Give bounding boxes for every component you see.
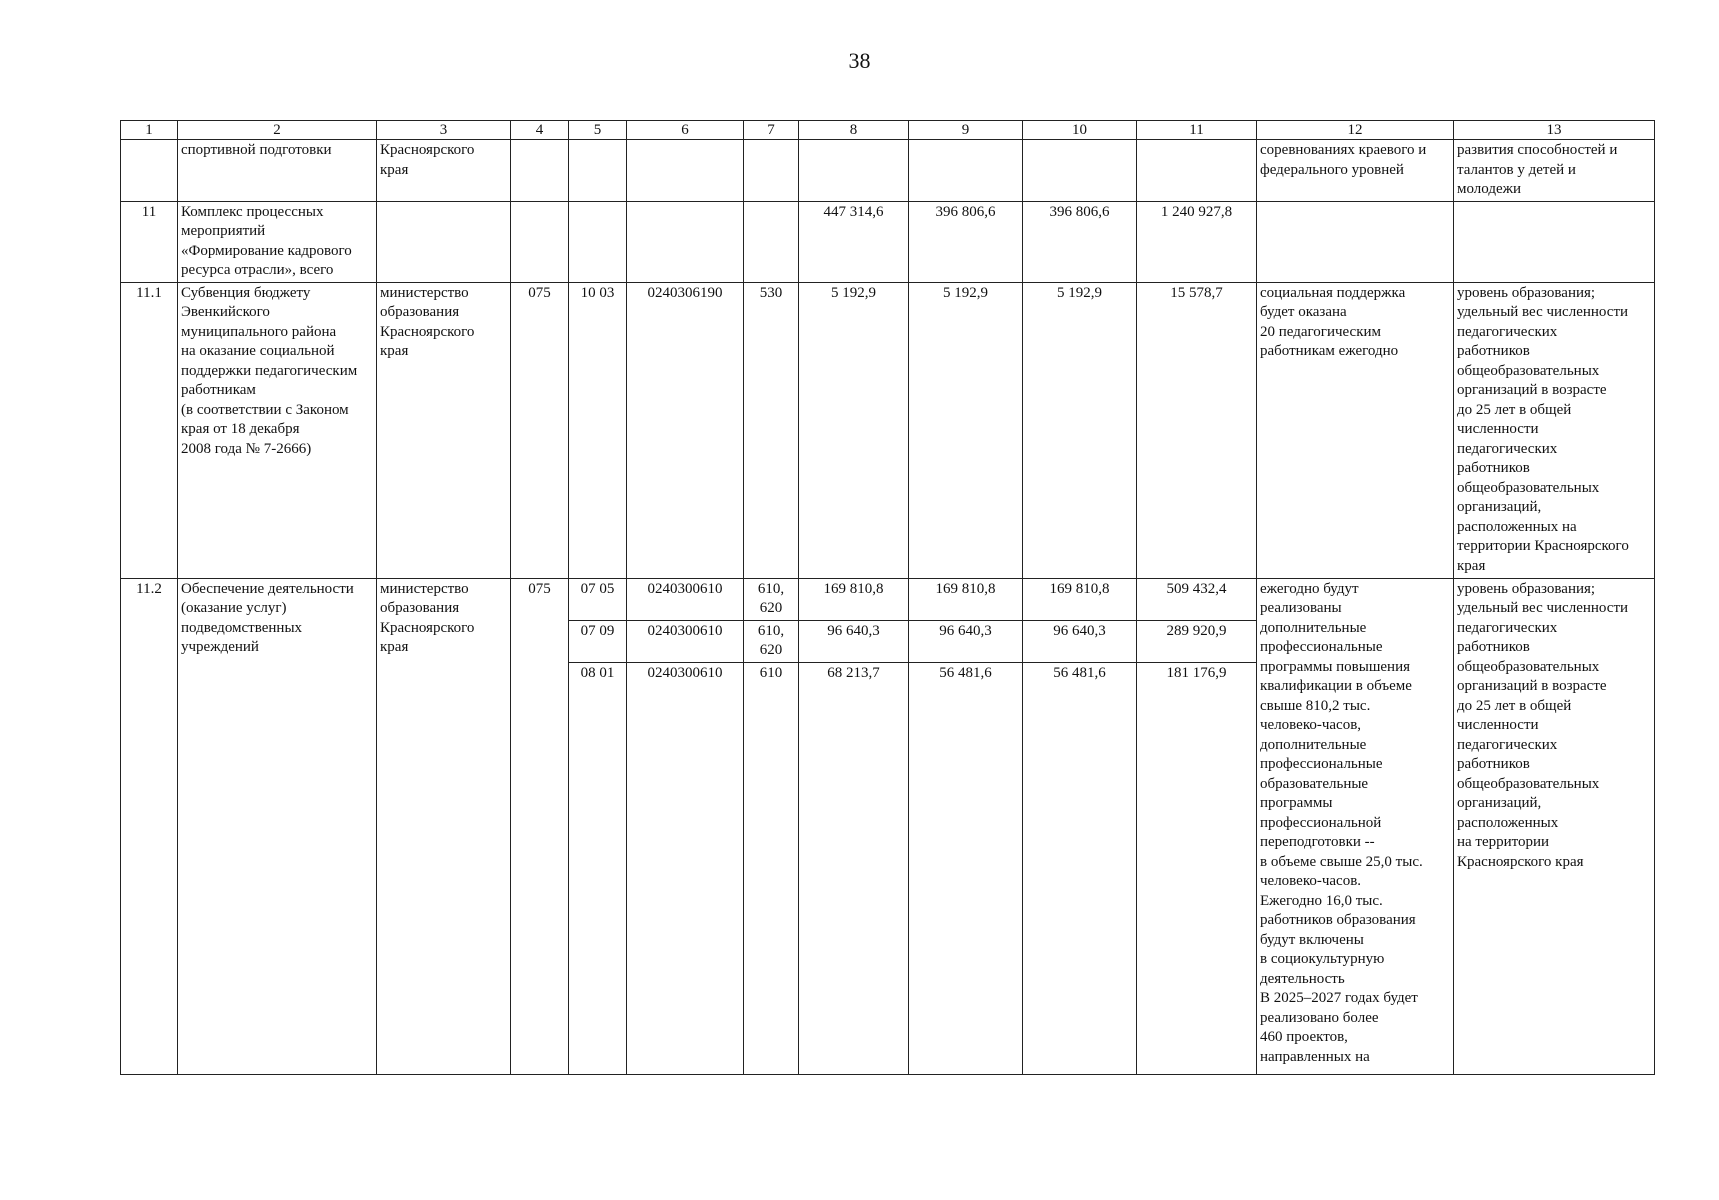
cell-vr: 610 [744,662,799,1074]
cell-rzpr: 08 01 [569,662,627,1074]
column-number: 12 [1257,121,1454,140]
table-header-row [121,121,1655,140]
cell-csr [627,201,744,282]
cell-num: 11 [121,201,178,282]
cell-2025: 5 192,9 [799,282,909,578]
column-number: 9 [909,121,1023,140]
table-row-11-1 [121,282,1655,578]
cell-total: 509 432,4 [1137,578,1257,620]
column-number: 11 [1137,121,1257,140]
cell-executor: министерство образования Красноярского края [377,282,511,578]
cell-vr: 610, 620 [744,578,799,620]
cell-result: ежегодно будут реализованы дополнительные профессиональные программы повышения квалификации в объеме свыше 810,2 тыс. человеко-часов, дополнительные профессиональные образовательные программы профессиональной переподготовки -- в объеме свыше 25,0 тыс. человеко-часов. Ежегодно 16,0 тыс. работников образования будут включены в социокультурную деятельность В 2025–2027 годах будет реализовано более 460 проектов, направленных на [1257,578,1454,1074]
cell-2026: 5 192,9 [909,282,1023,578]
column-number: 5 [569,121,627,140]
cell-grbs [511,201,569,282]
column-number: 6 [627,121,744,140]
cell-2027 [1023,140,1137,202]
column-number: 10 [1023,121,1137,140]
cell-indicator [1454,201,1655,282]
column-number: 3 [377,121,511,140]
cell-2025: 447 314,6 [799,201,909,282]
table-row-continuation [121,140,1655,202]
cell-num: 11.2 [121,578,178,1074]
cell-rzpr: 10 03 [569,282,627,578]
cell-csr [627,140,744,202]
cell-result [1257,201,1454,282]
column-number: 2 [178,121,377,140]
cell-rzpr [569,140,627,202]
cell-executor: министерство образования Красноярского края [377,578,511,1074]
cell-csr: 0240300610 [627,662,744,1074]
cell-vr: 610, 620 [744,620,799,662]
cell-name: Субвенция бюджету Эвенкийского муниципального района на оказание социальной поддержки педагогическим работникам (в соответствии с Законом края от 18 декабря 2008 года № 7-2666) [178,282,377,578]
cell-indicator: развития способностей и талантов у детей и молодежи [1454,140,1655,202]
cell-rzpr [569,201,627,282]
cell-total: 15 578,7 [1137,282,1257,578]
cell-grbs: 075 [511,578,569,1074]
cell-2026: 169 810,8 [909,578,1023,620]
cell-csr: 0240306190 [627,282,744,578]
column-number: 1 [121,121,178,140]
cell-name: спортивной подготовки [178,140,377,202]
column-number: 7 [744,121,799,140]
cell-2026: 96 640,3 [909,620,1023,662]
column-number: 4 [511,121,569,140]
cell-grbs [511,140,569,202]
cell-rzpr: 07 09 [569,620,627,662]
cell-2025: 68 213,7 [799,662,909,1074]
cell-2027: 396 806,6 [1023,201,1137,282]
column-number: 8 [799,121,909,140]
cell-2027: 56 481,6 [1023,662,1137,1074]
cell-vr: 530 [744,282,799,578]
cell-2026 [909,140,1023,202]
table-row-11-2 [121,578,1655,620]
cell-name: Обеспечение деятельности (оказание услуг) подведомственных учреждений [178,578,377,1074]
cell-total [1137,140,1257,202]
cell-name: Комплекс процессных мероприятий «Формирование кадрового ресурса отрасли», всего [178,201,377,282]
cell-num: 11.1 [121,282,178,578]
cell-indicator: уровень образования; удельный вес численности педагогических работников общеобразовательных организаций в возрасте до 25 лет в общей численности педагогических работников общеобразовательных организаций, расположенных на территории Красноярского края [1454,282,1655,578]
cell-indicator: уровень образования; удельный вес численности педагогических работников общеобразовательных организаций в возрасте до 25 лет в общей численности педагогических работников общеобразовательных организаций, расположенных на территории Красноярского края [1454,578,1655,1074]
cell-vr [744,140,799,202]
cell-total: 1 240 927,8 [1137,201,1257,282]
program-table [120,120,1655,1075]
cell-rzpr: 07 05 [569,578,627,620]
cell-csr: 0240300610 [627,620,744,662]
cell-2025: 169 810,8 [799,578,909,620]
cell-2025: 96 640,3 [799,620,909,662]
cell-vr [744,201,799,282]
cell-2027: 96 640,3 [1023,620,1137,662]
cell-total: 181 176,9 [1137,662,1257,1074]
cell-2025 [799,140,909,202]
page-number: 38 [848,48,871,73]
cell-result: соревнованиях краевого и федерального уровней [1257,140,1454,202]
table-row-11 [121,201,1655,282]
cell-csr: 0240300610 [627,578,744,620]
cell-num [121,140,178,202]
cell-2027: 5 192,9 [1023,282,1137,578]
cell-total: 289 920,9 [1137,620,1257,662]
cell-result: социальная поддержка будет оказана 20 педагогическим работникам ежегодно [1257,282,1454,578]
cell-2027: 169 810,8 [1023,578,1137,620]
column-number: 13 [1454,121,1655,140]
cell-2026: 56 481,6 [909,662,1023,1074]
cell-executor [377,201,511,282]
cell-executor: Красноярского края [377,140,511,202]
cell-grbs: 075 [511,282,569,578]
cell-2026: 396 806,6 [909,201,1023,282]
